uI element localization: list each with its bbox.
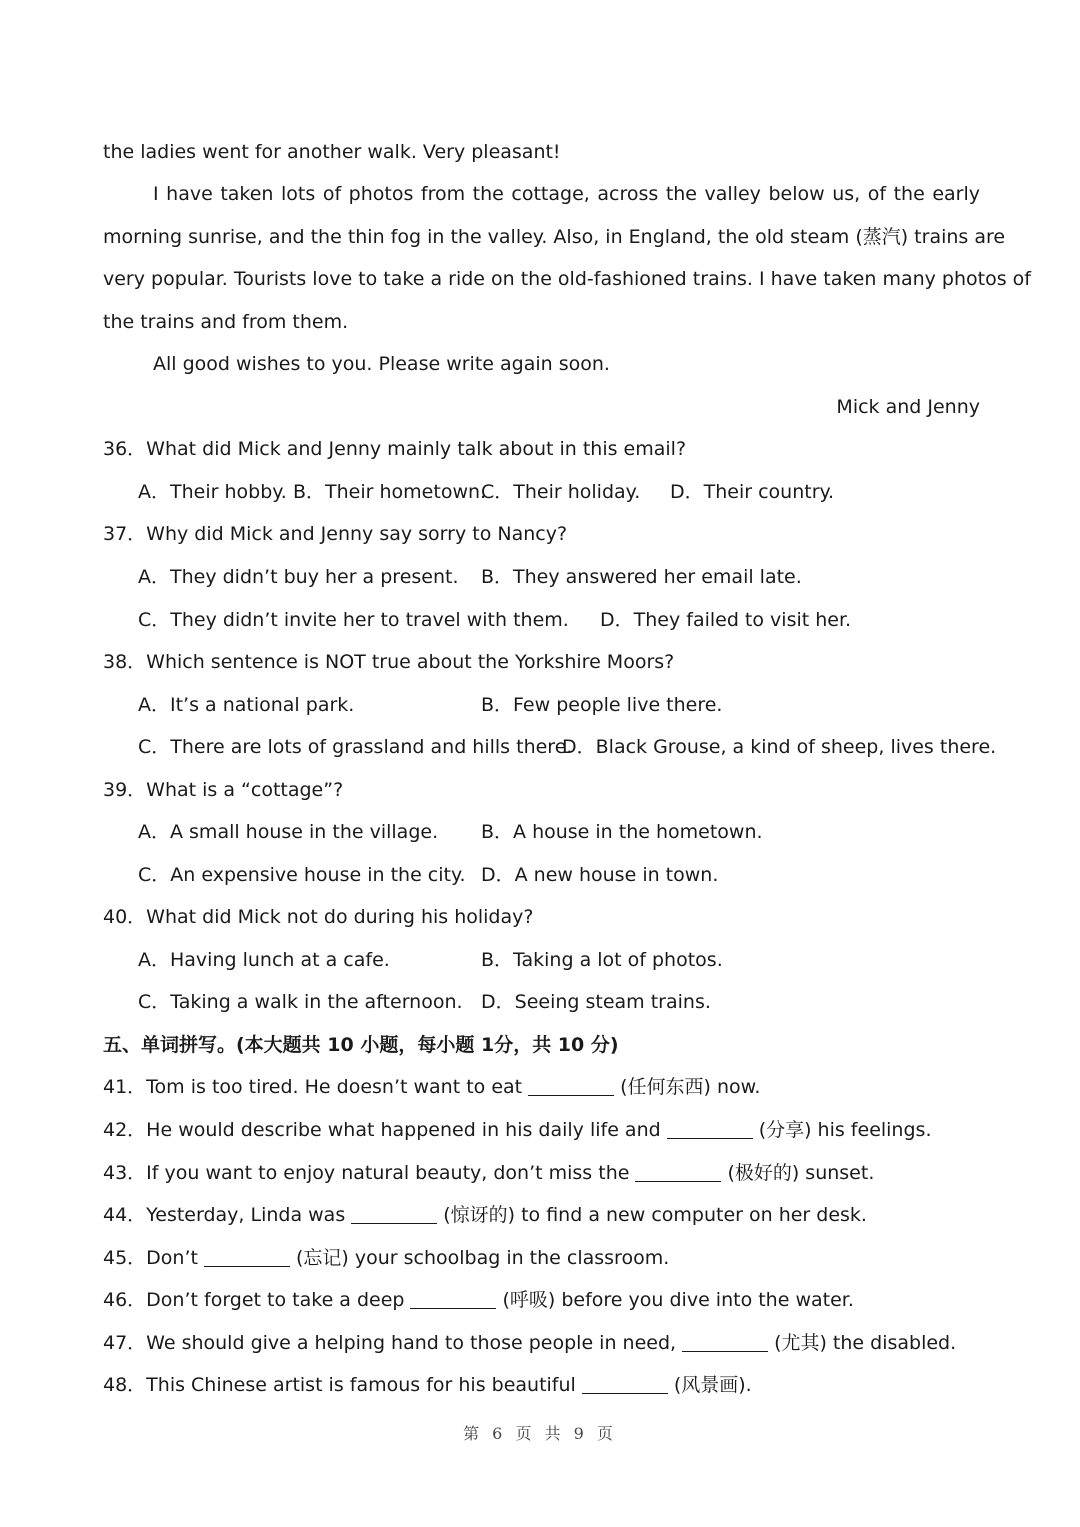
option-b: B．Taking a lot of photos. [481,949,723,971]
item-hint: (风景画). [673,1374,752,1396]
item-hint: (忘记) your schoolbag in the classroom. [295,1247,670,1269]
fill-item [103,1331,980,1355]
item-text: 44．Yesterday, Linda was [103,1204,346,1226]
option-c: C．There are lots of grassland and hills there. [138,736,573,758]
passage-line: the trains and from them. [103,311,349,333]
option-b: B．Few people live there. [481,694,723,716]
option-c: C．Their holiday. [481,481,641,503]
item-text: 43．If you want to enjoy natural beauty, don’t miss the [103,1162,630,1184]
item-text: 45．Don’t [103,1247,198,1269]
answer-blank[interactable] [204,1248,290,1267]
question-stem: 39．What is a “cottage”? [103,779,344,801]
option-a: A．They didn’t buy her a present. [138,566,459,588]
fill-item [103,1118,980,1142]
answer-blank[interactable] [667,1120,753,1139]
question-stem: 40．What did Mick not do during his holiday? [103,906,534,928]
section-heading: 五、单词拼写。(本大题共 10 小题，每小题 1分，共 10 分) [103,1034,619,1056]
option-d: D．A new house in town. [481,864,719,886]
option-a: A．A small house in the village. [138,821,439,843]
option-d: D．They failed to visit her. [600,609,852,631]
answer-blank[interactable] [682,1333,768,1352]
item-hint: (极好的) sunset. [727,1162,875,1184]
option-d: D．Seeing steam trains. [481,991,711,1013]
passage-line: I have taken lots of photos from the cottage, across the valley below us, of the early [153,183,980,205]
option-b: B．A house in the hometown. [481,821,763,843]
signature: Mick and Jenny [836,396,980,418]
fill-item [103,1246,980,1270]
option-a: A．Having lunch at a cafe. [138,949,390,971]
item-text: 46．Don’t forget to take a deep [103,1289,405,1311]
item-hint: (任何东西) now. [620,1076,761,1098]
passage-line: the ladies went for another walk. Very pleasant! [103,141,561,163]
passage-line: morning sunrise, and the thin fog in the valley. Also, in England, the old steam (蒸汽) trains are [103,226,1006,248]
fill-item [103,1161,980,1185]
item-text: 47．We should give a helping hand to those people in need, [103,1332,677,1354]
option-b: B．Their hometown. [293,481,487,503]
question-stem: 38．Which sentence is NOT true about the Yorkshire Moors? [103,651,675,673]
option-b: B．They answered her email late. [481,566,802,588]
option-c: C．They didn’t invite her to travel with them. [138,609,569,631]
option-c: C．An expensive house in the city. [138,864,466,886]
option-d: D．Their country. [670,481,835,503]
answer-blank[interactable] [410,1290,496,1309]
option-c: C．Taking a walk in the afternoon. [138,991,463,1013]
item-hint: (尤其) the disabled. [774,1332,957,1354]
item-text: 42．He would describe what happened in his daily life and [103,1119,661,1141]
fill-item [103,1288,980,1312]
fill-item [103,1075,980,1099]
item-text: 48．This Chinese artist is famous for his beautiful [103,1374,576,1396]
item-hint: (分享) his feelings. [758,1119,932,1141]
passage-line: All good wishes to you. Please write again soon. [153,353,610,375]
fill-item [103,1373,980,1397]
item-hint: (呼吸) before you dive into the water. [502,1289,854,1311]
answer-blank[interactable] [351,1205,437,1224]
passage-line: very popular. Tourists love to take a ride on the old-fashioned trains. I have taken many photos of [103,268,1031,290]
option-d: D．Black Grouse, a kind of sheep, lives there. [562,736,997,758]
item-hint: (惊讶的) to find a new computer on her desk. [443,1204,867,1226]
option-a: A．Their hobby. [138,481,287,503]
item-text: 41．Tom is too tired. He doesn’t want to eat [103,1076,523,1098]
answer-blank[interactable] [528,1077,614,1096]
fill-item [103,1203,980,1227]
page-number: 第 6 页 共 9 页 [463,1424,617,1443]
option-a: A．It’s a national park. [138,694,355,716]
answer-blank[interactable] [582,1375,668,1394]
question-stem: 36．What did Mick and Jenny mainly talk about in this email? [103,438,687,460]
answer-blank[interactable] [635,1163,721,1182]
question-stem: 37．Why did Mick and Jenny say sorry to Nancy? [103,523,568,545]
